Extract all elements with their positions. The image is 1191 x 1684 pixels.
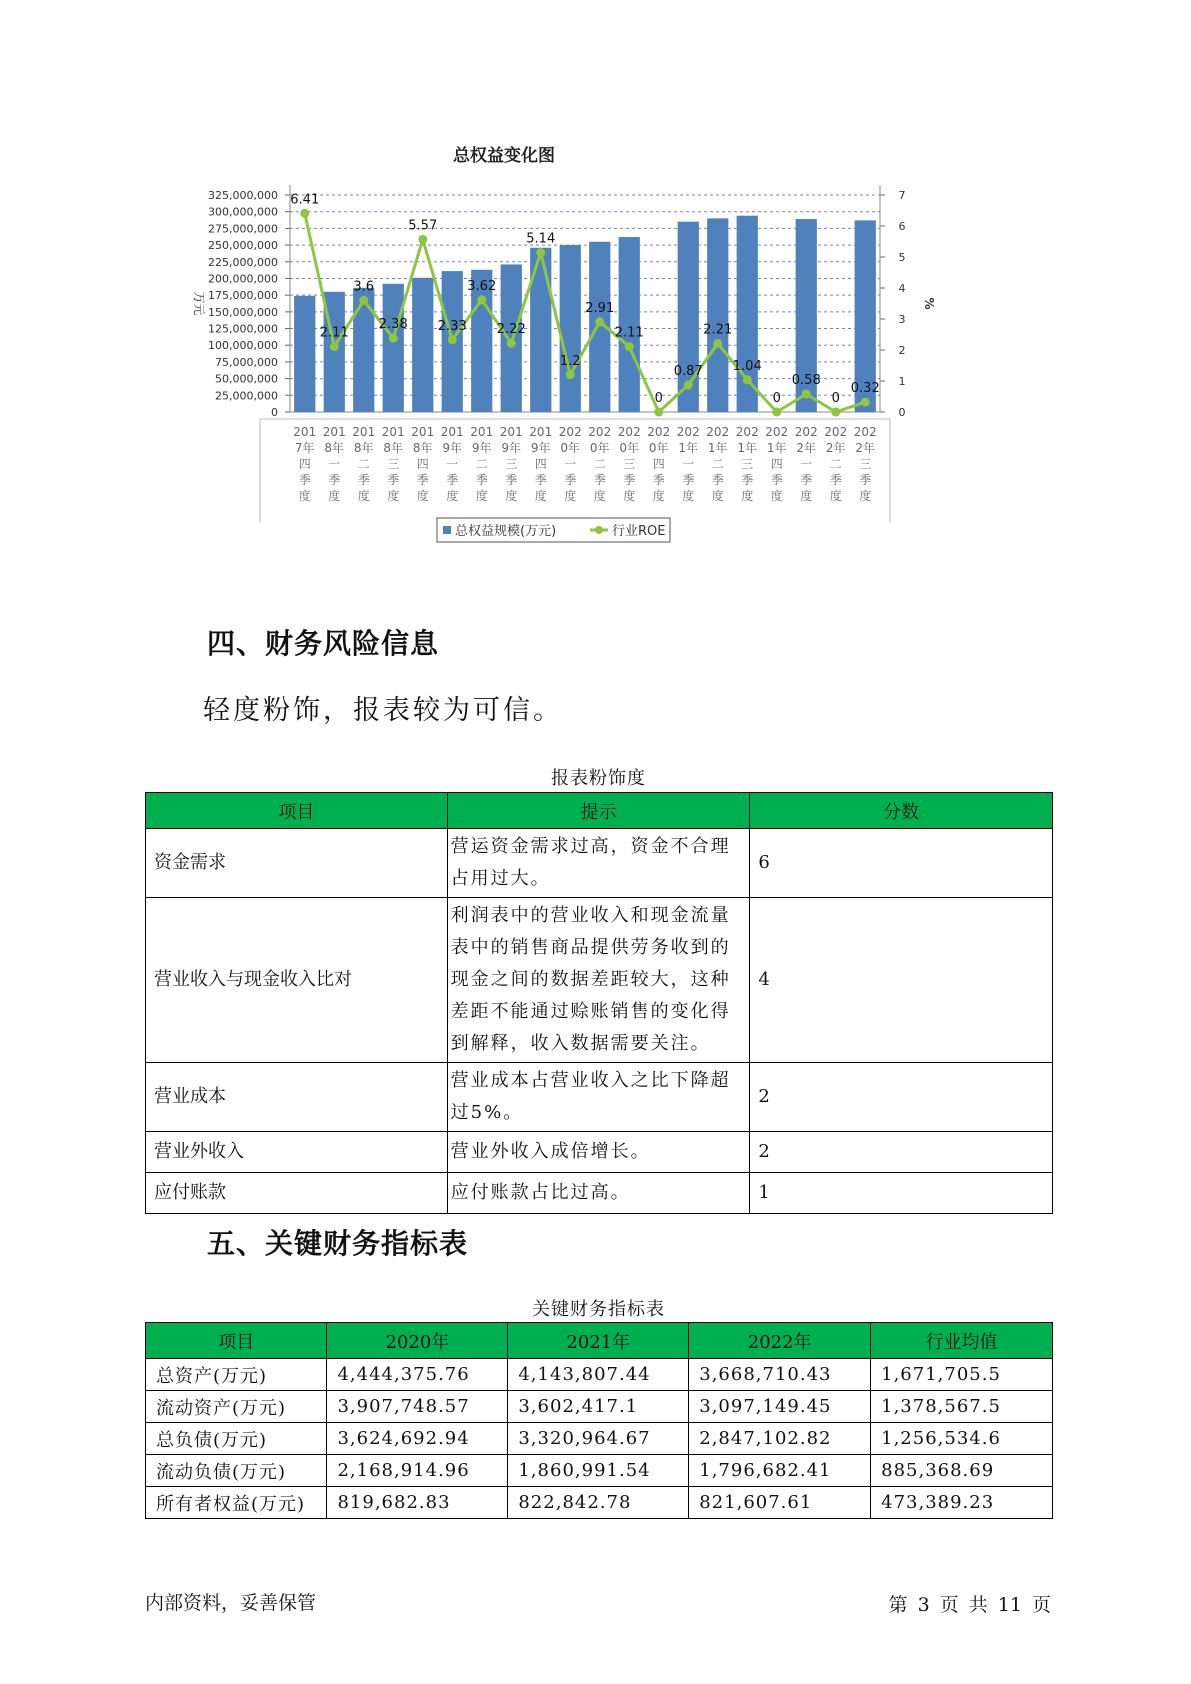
roe-data-label: 1.2: [559, 353, 581, 369]
row-hint: 营运资金需求过高，资金不合理占用过大。: [447, 829, 750, 898]
roe-data-label: 0.87: [673, 364, 703, 380]
row-value: 1,860,991.54: [508, 1455, 689, 1487]
category-label: 度: [298, 489, 311, 503]
right-tick-label: 0: [898, 406, 906, 419]
row-value: 3,097,149.45: [689, 1391, 871, 1423]
legend-bar-swatch: [443, 526, 451, 534]
category-label: 度: [800, 489, 813, 503]
chart-title: 总权益变化图: [453, 146, 555, 166]
table-row: [146, 1423, 1053, 1455]
roe-point: [566, 370, 575, 379]
footer-confidential: 内部资料，妥善保管: [145, 1592, 317, 1614]
legend-line-marker: [595, 526, 603, 534]
roe-point: [359, 296, 368, 305]
category-label: 三: [741, 457, 754, 471]
table-header-row: [146, 793, 1053, 829]
roe-point: [713, 339, 722, 348]
roe-data-label: 3.62: [467, 278, 497, 294]
left-tick-label: 300,000,000: [208, 205, 278, 219]
row-value: 821,607.61: [689, 1487, 871, 1519]
roe-data-label: 5.14: [526, 231, 556, 247]
table-row: [146, 1359, 1053, 1391]
roe-point: [389, 334, 398, 343]
category-label: 201: [470, 425, 494, 439]
right-tick-label: 6: [898, 220, 906, 233]
row-label: 总资产(万元): [146, 1359, 327, 1391]
roe-data-label: 2.21: [703, 322, 733, 338]
row-hint: 营业成本占营业收入之比下降超过5%。: [447, 1063, 750, 1132]
table-row: [146, 829, 1053, 898]
category-label: 202: [853, 425, 877, 439]
header-industry-avg: 行业均值: [871, 1323, 1053, 1359]
row-item: 应付账款: [146, 1173, 448, 1214]
category-label: 季: [770, 473, 783, 487]
category-label: 度: [682, 489, 695, 503]
bar: [353, 288, 374, 412]
category-label: 一: [446, 457, 459, 471]
left-tick-label: 200,000,000: [208, 272, 278, 286]
bar: [383, 284, 404, 412]
row-score: 2: [750, 1063, 1053, 1132]
row-value: 2,847,102.82: [689, 1423, 871, 1455]
category-label: 季: [593, 473, 606, 487]
left-tick-label: 50,000,000: [215, 372, 278, 386]
bar: [412, 278, 433, 412]
row-hint: 应付账款占比过高。: [447, 1173, 750, 1214]
row-value: 819,682.83: [327, 1487, 508, 1519]
right-tick-label: 4: [898, 282, 906, 295]
risk-summary: 轻度粉饰，报表较为可信。: [203, 695, 563, 726]
row-value: 3,624,692.94: [327, 1423, 508, 1455]
row-value: 1,671,705.5: [871, 1359, 1053, 1391]
table-row: [146, 1391, 1053, 1423]
category-label: 季: [711, 473, 724, 487]
category-label: 一: [564, 457, 577, 471]
category-label: 度: [475, 489, 488, 503]
roe-data-label: 0: [772, 391, 781, 406]
category-label: 度: [357, 489, 370, 503]
category-label: 季: [534, 473, 547, 487]
roe-data-label: 3.6: [353, 279, 375, 295]
row-item: 营业收入与现金收入比对: [146, 898, 448, 1063]
category-label: 1年: [707, 441, 728, 455]
left-tick-label: 125,000,000: [208, 322, 278, 336]
left-axis-title: 万元: [192, 291, 206, 316]
header-2021: 2021年: [508, 1323, 689, 1359]
category-label: 三: [859, 457, 872, 471]
category-label: 季: [682, 473, 695, 487]
row-label: 所有者权益(万元): [146, 1487, 327, 1519]
roe-data-label: 2.91: [585, 300, 615, 316]
table-row: [146, 1455, 1053, 1487]
row-label: 总负债(万元): [146, 1423, 327, 1455]
category-label: 四: [298, 457, 311, 471]
category-label: 二: [475, 457, 488, 471]
table-caption-risk: 报表粉饰度: [551, 768, 646, 789]
category-label: 2年: [825, 441, 846, 455]
category-label: 度: [593, 489, 606, 503]
roe-data-label: 2.11: [614, 325, 644, 341]
category-label: 度: [387, 489, 400, 503]
category-label: 二: [593, 457, 606, 471]
category-label: 0年: [589, 441, 610, 455]
table-row: [146, 1173, 1053, 1214]
right-tick-label: 5: [898, 251, 906, 264]
row-label: 流动负债(万元): [146, 1455, 327, 1487]
header-item: 项目: [146, 793, 448, 829]
roe-data-label: 2.38: [378, 317, 408, 333]
category-label: 季: [475, 473, 488, 487]
risk-table: [145, 792, 1053, 1214]
category-label: 三: [387, 457, 400, 471]
category-label: 一: [682, 457, 695, 471]
roe-data-label: 6.41: [290, 192, 320, 208]
category-label: 季: [741, 473, 754, 487]
right-tick-label: 1: [898, 375, 906, 388]
header-score: 分数: [750, 793, 1053, 829]
table-row: [146, 1487, 1053, 1519]
roe-data-label: 0: [654, 391, 663, 406]
category-label: 9年: [501, 441, 522, 455]
row-value: 2,168,914.96: [327, 1455, 508, 1487]
category-label: 季: [328, 473, 341, 487]
category-label: 季: [800, 473, 813, 487]
category-label: 0年: [648, 441, 669, 455]
category-label: 度: [652, 489, 665, 503]
row-score: 6: [750, 829, 1053, 898]
roe-point: [861, 398, 870, 407]
category-label: 季: [623, 473, 636, 487]
row-hint: 营业外收入成倍增长。: [447, 1132, 750, 1173]
roe-point: [802, 390, 811, 399]
roe-data-label: 2.11: [319, 325, 349, 341]
row-value: 4,143,807.44: [508, 1359, 689, 1391]
category-label: 季: [298, 473, 311, 487]
row-score: 2: [750, 1132, 1053, 1173]
category-label: 度: [505, 489, 518, 503]
category-label: 201: [352, 425, 376, 439]
category-label: 202: [558, 425, 582, 439]
category-label: 季: [446, 473, 459, 487]
row-score: 4: [750, 898, 1053, 1063]
right-axis-title: %: [922, 297, 936, 310]
category-label: 二: [829, 457, 842, 471]
category-label: 1年: [766, 441, 787, 455]
category-label: 二: [357, 457, 370, 471]
category-label: 季: [564, 473, 577, 487]
row-value: 1,256,534.6: [871, 1423, 1053, 1455]
left-tick-label: 250,000,000: [208, 239, 278, 253]
category-label: 季: [416, 473, 429, 487]
category-label: 202: [706, 425, 730, 439]
category-label: 201: [293, 425, 317, 439]
indicators-table: [145, 1322, 1053, 1519]
category-label: 季: [357, 473, 370, 487]
category-label: 度: [328, 489, 341, 503]
right-tick-label: 3: [898, 313, 906, 326]
category-label: 2年: [796, 441, 817, 455]
left-tick-label: 325,000,000: [208, 189, 278, 202]
roe-data-label: 0.58: [791, 373, 821, 389]
roe-data-label: 0: [831, 391, 840, 406]
category-label: 度: [623, 489, 636, 503]
category-label: 202: [647, 425, 671, 439]
equity-chart: [180, 135, 960, 605]
row-score: 1: [750, 1173, 1053, 1214]
row-hint: 利润表中的营业收入和现金流量表中的销售商品提供劳务收到的现金之间的数据差距较大，这种差距不能通过赊账销售的变化得到解释，收入数据需要关注。: [447, 898, 750, 1063]
row-value: 1,378,567.5: [871, 1391, 1053, 1423]
category-label: 8年: [412, 441, 433, 455]
category-label: 一: [800, 457, 813, 471]
legend-line-label: 行业ROE: [612, 524, 666, 539]
category-label: 度: [741, 489, 754, 503]
category-label: 201: [322, 425, 346, 439]
right-tick-label: 7: [898, 189, 906, 202]
category-label: 四: [416, 457, 429, 471]
category-label: 7年: [294, 441, 315, 455]
row-value: 3,668,710.43: [689, 1359, 871, 1391]
category-label: 0年: [619, 441, 640, 455]
roe-point: [625, 342, 634, 351]
category-label: 201: [440, 425, 464, 439]
bar: [501, 264, 522, 412]
category-label: 9年: [530, 441, 551, 455]
header-2022: 2022年: [689, 1323, 871, 1359]
section-title-indicators: 五、关键财务指标表: [207, 1227, 469, 1260]
category-label: 1年: [737, 441, 758, 455]
roe-point: [743, 375, 752, 384]
row-value: 885,368.69: [871, 1455, 1053, 1487]
bar: [294, 296, 315, 412]
roe-data-label: 0.32: [850, 381, 880, 397]
row-item: 营业成本: [146, 1063, 448, 1132]
row-value: 1,796,682.41: [689, 1455, 871, 1487]
category-label: 202: [588, 425, 612, 439]
category-label: 8年: [383, 441, 404, 455]
category-label: 度: [770, 489, 783, 503]
roe-point: [448, 335, 457, 344]
category-label: 202: [617, 425, 641, 439]
roe-point: [536, 248, 545, 257]
left-tick-label: 100,000,000: [208, 339, 278, 353]
header-hint: 提示: [447, 793, 750, 829]
category-label: 度: [829, 489, 842, 503]
row-value: 3,907,748.57: [327, 1391, 508, 1423]
category-label: 度: [416, 489, 429, 503]
category-label: 度: [711, 489, 724, 503]
category-label: 8年: [353, 441, 374, 455]
category-label: 度: [446, 489, 459, 503]
category-label: 度: [859, 489, 872, 503]
category-label: 201: [499, 425, 523, 439]
chart-svg: [180, 135, 960, 605]
section-title-risk: 四、财务风险信息: [207, 627, 440, 660]
category-label: 度: [564, 489, 577, 503]
roe-point: [831, 408, 840, 417]
category-label: 201: [381, 425, 405, 439]
roe-data-label: 1.04: [732, 358, 762, 374]
category-label: 季: [387, 473, 400, 487]
roe-point: [477, 295, 486, 304]
table-row: [146, 1132, 1053, 1173]
roe-point: [300, 209, 309, 218]
category-label: 季: [859, 473, 872, 487]
table-row: [146, 898, 1053, 1063]
roe-point: [595, 317, 604, 326]
table-row: [146, 1063, 1053, 1132]
roe-point: [684, 381, 693, 390]
left-tick-label: 150,000,000: [208, 305, 278, 319]
row-value: 4,444,375.76: [327, 1359, 508, 1391]
row-item: 资金需求: [146, 829, 448, 898]
row-label: 流动资产(万元): [146, 1391, 327, 1423]
footer-page-number: 第 3 页 共 11 页: [888, 1594, 1051, 1616]
left-tick-label: 75,000,000: [215, 355, 278, 369]
left-tick-label: 25,000,000: [215, 389, 278, 403]
roe-data-label: 2.22: [496, 322, 526, 338]
row-value: 473,389.23: [871, 1487, 1053, 1519]
category-label: 一: [328, 457, 341, 471]
category-label: 202: [794, 425, 818, 439]
left-tick-label: 225,000,000: [208, 255, 278, 269]
row-item: 营业外收入: [146, 1132, 448, 1173]
left-tick-label: 0: [271, 406, 278, 419]
roe-data-label: 2.33: [437, 318, 467, 334]
category-label: 2年: [855, 441, 876, 455]
header-2020: 2020年: [327, 1323, 508, 1359]
header-item: 项目: [146, 1323, 327, 1359]
category-label: 三: [623, 457, 636, 471]
row-value: 822,842.78: [508, 1487, 689, 1519]
bar: [707, 218, 728, 412]
right-tick-label: 2: [898, 344, 906, 357]
category-label: 四: [534, 457, 547, 471]
category-label: 季: [652, 473, 665, 487]
legend-bar-label: 总权益规模(万元): [455, 524, 557, 539]
roe-point: [507, 339, 516, 348]
category-label: 9年: [442, 441, 463, 455]
category-label: 四: [652, 457, 665, 471]
category-label: 二: [711, 457, 724, 471]
category-label: 202: [735, 425, 759, 439]
category-label: 三: [505, 457, 518, 471]
category-label: 0年: [560, 441, 581, 455]
row-value: 3,602,417.1: [508, 1391, 689, 1423]
roe-point: [772, 408, 781, 417]
table-header-row: [146, 1323, 1053, 1359]
category-label: 1年: [678, 441, 699, 455]
category-label: 201: [529, 425, 553, 439]
category-label: 度: [534, 489, 547, 503]
table-caption-indicators: 关键财务指标表: [532, 1299, 665, 1320]
category-label: 202: [765, 425, 789, 439]
roe-data-label: 5.57: [408, 218, 438, 234]
bar: [560, 245, 581, 412]
left-tick-label: 175,000,000: [208, 289, 278, 303]
roe-point: [330, 342, 339, 351]
category-label: 季: [505, 473, 518, 487]
category-label: 8年: [324, 441, 345, 455]
category-label: 202: [676, 425, 700, 439]
roe-point: [418, 235, 427, 244]
left-tick-label: 275,000,000: [208, 222, 278, 236]
category-label: 202: [824, 425, 848, 439]
category-label: 四: [770, 457, 783, 471]
roe-point: [654, 408, 663, 417]
row-value: 3,320,964.67: [508, 1423, 689, 1455]
category-label: 9年: [471, 441, 492, 455]
bar: [619, 237, 640, 412]
category-label: 季: [829, 473, 842, 487]
category-label: 201: [411, 425, 435, 439]
